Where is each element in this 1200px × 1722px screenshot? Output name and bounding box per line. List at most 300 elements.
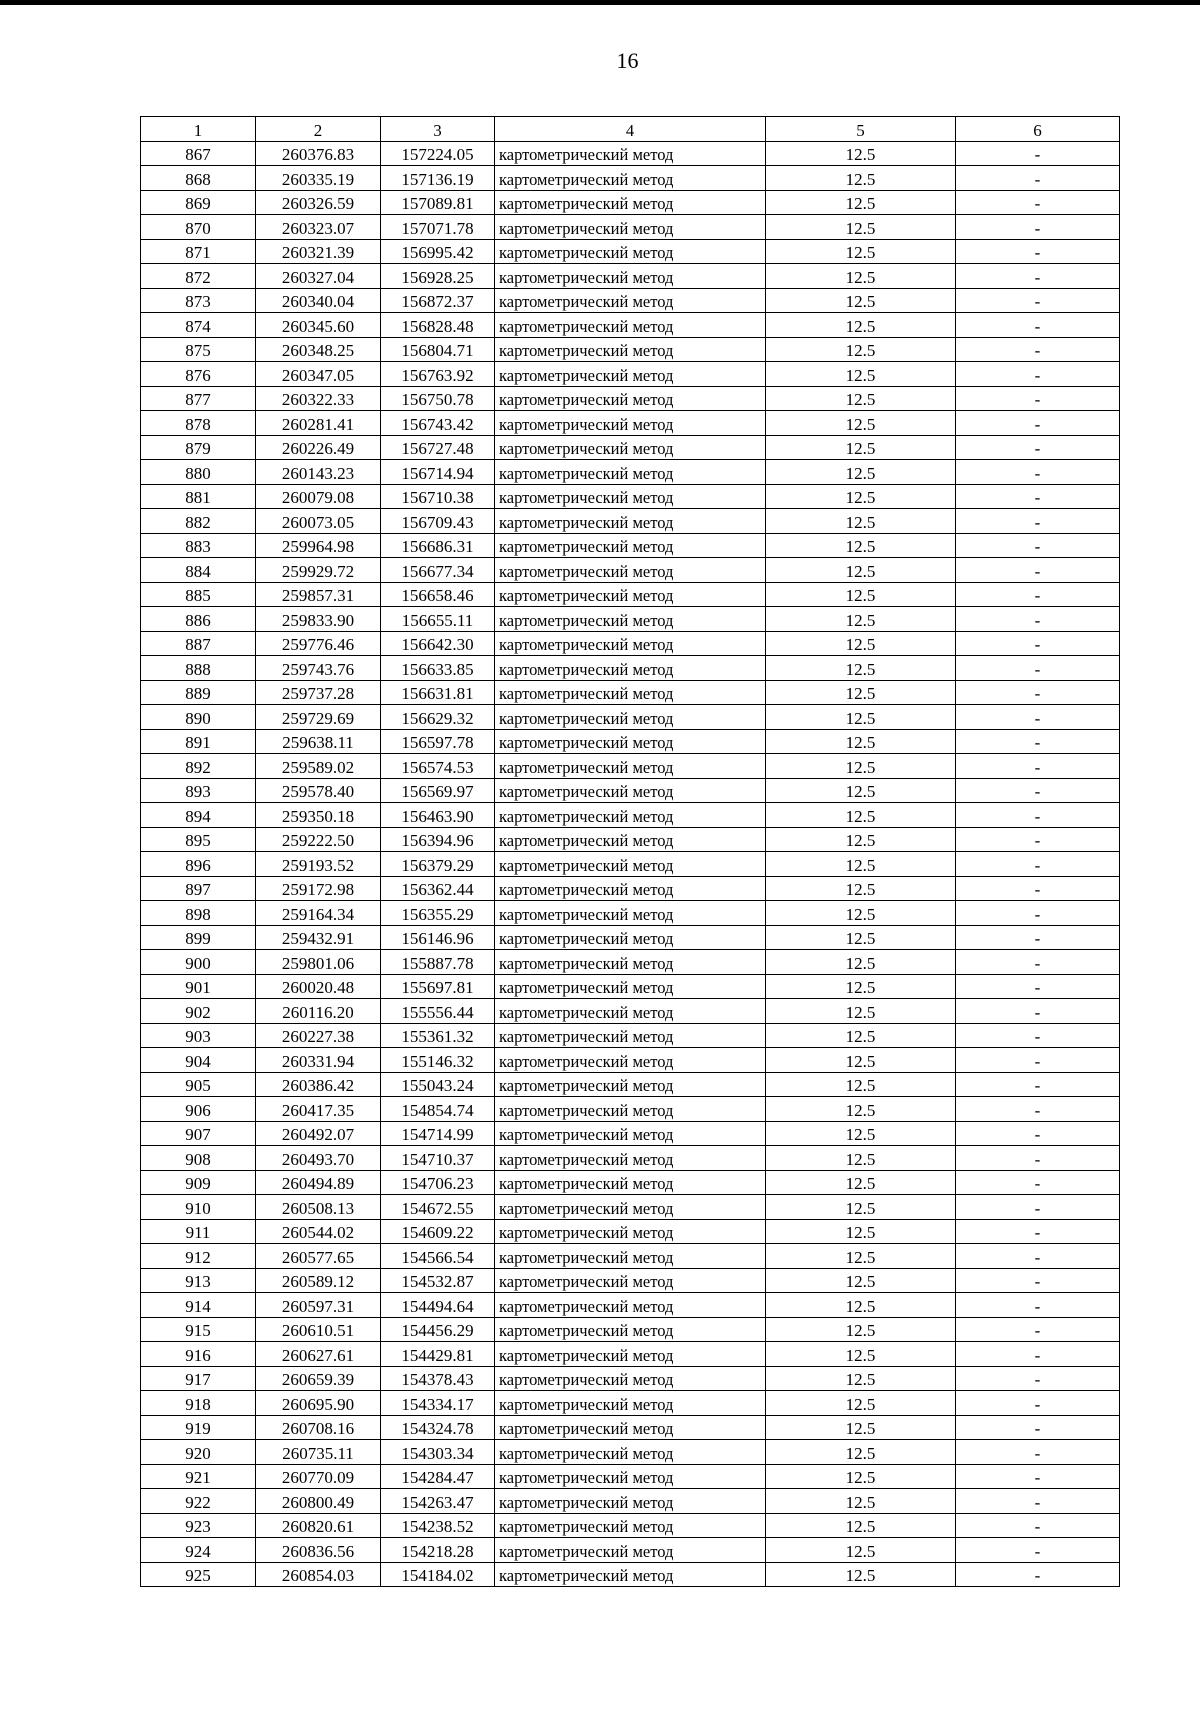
y-coordinate-cell: 156714.94 <box>381 460 495 485</box>
point-number-cell: 922 <box>141 1489 256 1514</box>
table-row <box>141 386 1120 411</box>
y-coordinate-cell: 154494.64 <box>381 1293 495 1318</box>
y-coordinate-cell: 156928.25 <box>381 264 495 289</box>
accuracy-cell: 12.5 <box>766 239 956 264</box>
note-cell: - <box>956 582 1120 607</box>
y-coordinate-cell: 156995.42 <box>381 239 495 264</box>
method-cell: картометрический метод <box>495 460 766 485</box>
point-number-cell: 911 <box>141 1219 256 1244</box>
y-coordinate-cell: 154532.87 <box>381 1268 495 1293</box>
method-cell: картометрический метод <box>495 558 766 583</box>
method-cell: картометрический метод <box>495 166 766 191</box>
table-row <box>141 1415 1120 1440</box>
note-cell: - <box>956 1097 1120 1122</box>
x-coordinate-cell: 259638.11 <box>256 729 381 754</box>
method-cell: картометрический метод <box>495 1538 766 1563</box>
y-coordinate-cell: 154184.02 <box>381 1562 495 1587</box>
method-cell: картометрический метод <box>495 386 766 411</box>
x-coordinate-cell: 259164.34 <box>256 901 381 926</box>
y-coordinate-cell: 156463.90 <box>381 803 495 828</box>
method-cell: картометрический метод <box>495 852 766 877</box>
table-row <box>141 1195 1120 1220</box>
method-cell: картометрический метод <box>495 950 766 975</box>
y-coordinate-cell: 156743.42 <box>381 411 495 436</box>
note-cell: - <box>956 1513 1120 1538</box>
accuracy-cell: 12.5 <box>766 1366 956 1391</box>
y-coordinate-cell: 155887.78 <box>381 950 495 975</box>
method-cell: картометрический метод <box>495 1293 766 1318</box>
table-row <box>141 1293 1120 1318</box>
y-coordinate-cell: 154238.52 <box>381 1513 495 1538</box>
x-coordinate-cell: 259857.31 <box>256 582 381 607</box>
accuracy-cell: 12.5 <box>766 411 956 436</box>
method-cell: картометрический метод <box>495 1366 766 1391</box>
method-cell: картометрический метод <box>495 313 766 338</box>
method-cell: картометрический метод <box>495 1489 766 1514</box>
method-cell: картометрический метод <box>495 901 766 926</box>
accuracy-cell: 12.5 <box>766 1097 956 1122</box>
accuracy-cell: 12.5 <box>766 607 956 632</box>
point-number-cell: 886 <box>141 607 256 632</box>
x-coordinate-cell: 260073.05 <box>256 509 381 534</box>
note-cell: - <box>956 558 1120 583</box>
table-row <box>141 166 1120 191</box>
accuracy-cell: 12.5 <box>766 582 956 607</box>
x-coordinate-cell: 260331.94 <box>256 1048 381 1073</box>
x-coordinate-cell: 260492.07 <box>256 1121 381 1146</box>
note-cell: - <box>956 484 1120 509</box>
y-coordinate-cell: 156804.71 <box>381 337 495 362</box>
accuracy-cell: 12.5 <box>766 215 956 240</box>
table-row <box>141 1342 1120 1367</box>
y-coordinate-cell: 157224.05 <box>381 141 495 166</box>
x-coordinate-cell: 260327.04 <box>256 264 381 289</box>
method-cell: картометрический метод <box>495 631 766 656</box>
point-number-cell: 923 <box>141 1513 256 1538</box>
header-col-4: 4 <box>495 117 766 142</box>
header-row <box>141 117 1120 142</box>
y-coordinate-cell: 156872.37 <box>381 288 495 313</box>
coordinates-table <box>140 116 1120 1587</box>
y-coordinate-cell: 154456.29 <box>381 1317 495 1342</box>
accuracy-cell: 12.5 <box>766 1538 956 1563</box>
method-cell: картометрический метод <box>495 1317 766 1342</box>
accuracy-cell: 12.5 <box>766 1513 956 1538</box>
y-coordinate-cell: 156631.81 <box>381 680 495 705</box>
method-cell: картометрический метод <box>495 1121 766 1146</box>
point-number-cell: 908 <box>141 1146 256 1171</box>
table-row <box>141 1146 1120 1171</box>
point-number-cell: 902 <box>141 999 256 1024</box>
method-cell: картометрический метод <box>495 999 766 1024</box>
accuracy-cell: 12.5 <box>766 1121 956 1146</box>
y-coordinate-cell: 154710.37 <box>381 1146 495 1171</box>
note-cell: - <box>956 1538 1120 1563</box>
y-coordinate-cell: 156828.48 <box>381 313 495 338</box>
accuracy-cell: 12.5 <box>766 435 956 460</box>
accuracy-cell: 12.5 <box>766 925 956 950</box>
method-cell: картометрический метод <box>495 1219 766 1244</box>
note-cell: - <box>956 631 1120 656</box>
x-coordinate-cell: 260800.49 <box>256 1489 381 1514</box>
table-row <box>141 1538 1120 1563</box>
point-number-cell: 899 <box>141 925 256 950</box>
note-cell: - <box>956 1121 1120 1146</box>
accuracy-cell: 12.5 <box>766 1268 956 1293</box>
point-number-cell: 917 <box>141 1366 256 1391</box>
accuracy-cell: 12.5 <box>766 876 956 901</box>
method-cell: картометрический метод <box>495 1513 766 1538</box>
y-coordinate-cell: 156709.43 <box>381 509 495 534</box>
method-cell: картометрический метод <box>495 1440 766 1465</box>
point-number-cell: 914 <box>141 1293 256 1318</box>
note-cell: - <box>956 1342 1120 1367</box>
x-coordinate-cell: 260386.42 <box>256 1072 381 1097</box>
table-row <box>141 1268 1120 1293</box>
x-coordinate-cell: 259801.06 <box>256 950 381 975</box>
table-row <box>141 239 1120 264</box>
table-row <box>141 215 1120 240</box>
y-coordinate-cell: 154324.78 <box>381 1415 495 1440</box>
method-cell: картометрический метод <box>495 607 766 632</box>
note-cell: - <box>956 656 1120 681</box>
x-coordinate-cell: 259776.46 <box>256 631 381 656</box>
y-coordinate-cell: 156569.97 <box>381 778 495 803</box>
point-number-cell: 901 <box>141 974 256 999</box>
method-cell: картометрический метод <box>495 925 766 950</box>
method-cell: картометрический метод <box>495 803 766 828</box>
x-coordinate-cell: 259743.76 <box>256 656 381 681</box>
accuracy-cell: 12.5 <box>766 656 956 681</box>
note-cell: - <box>956 239 1120 264</box>
table-row <box>141 484 1120 509</box>
x-coordinate-cell: 259350.18 <box>256 803 381 828</box>
point-number-cell: 868 <box>141 166 256 191</box>
method-cell: картометрический метод <box>495 1415 766 1440</box>
table-row <box>141 705 1120 730</box>
y-coordinate-cell: 154334.17 <box>381 1391 495 1416</box>
table-row <box>141 582 1120 607</box>
note-cell: - <box>956 1415 1120 1440</box>
x-coordinate-cell: 260143.23 <box>256 460 381 485</box>
table-row <box>141 337 1120 362</box>
table-row <box>141 1464 1120 1489</box>
x-coordinate-cell: 260493.70 <box>256 1146 381 1171</box>
method-cell: картометрический метод <box>495 141 766 166</box>
point-number-cell: 880 <box>141 460 256 485</box>
point-number-cell: 910 <box>141 1195 256 1220</box>
note-cell: - <box>956 1195 1120 1220</box>
note-cell: - <box>956 974 1120 999</box>
note-cell: - <box>956 1072 1120 1097</box>
table-row <box>141 1170 1120 1195</box>
point-number-cell: 871 <box>141 239 256 264</box>
accuracy-cell: 12.5 <box>766 1317 956 1342</box>
point-number-cell: 890 <box>141 705 256 730</box>
method-cell: картометрический метод <box>495 411 766 436</box>
accuracy-cell: 12.5 <box>766 1023 956 1048</box>
scan-top-border <box>0 0 1200 5</box>
table-row <box>141 533 1120 558</box>
y-coordinate-cell: 157089.81 <box>381 190 495 215</box>
note-cell: - <box>956 337 1120 362</box>
note-cell: - <box>956 925 1120 950</box>
accuracy-cell: 12.5 <box>766 337 956 362</box>
point-number-cell: 921 <box>141 1464 256 1489</box>
note-cell: - <box>956 729 1120 754</box>
y-coordinate-cell: 156763.92 <box>381 362 495 387</box>
note-cell: - <box>956 1048 1120 1073</box>
table-row <box>141 362 1120 387</box>
y-coordinate-cell: 154609.22 <box>381 1219 495 1244</box>
accuracy-cell: 12.5 <box>766 901 956 926</box>
table-row <box>141 1023 1120 1048</box>
table-row <box>141 313 1120 338</box>
x-coordinate-cell: 260347.05 <box>256 362 381 387</box>
table-row <box>141 1072 1120 1097</box>
y-coordinate-cell: 155361.32 <box>381 1023 495 1048</box>
table-row <box>141 656 1120 681</box>
table-body <box>141 141 1120 1587</box>
note-cell: - <box>956 1440 1120 1465</box>
x-coordinate-cell: 259737.28 <box>256 680 381 705</box>
method-cell: картометрический метод <box>495 1391 766 1416</box>
note-cell: - <box>956 1489 1120 1514</box>
y-coordinate-cell: 156686.31 <box>381 533 495 558</box>
accuracy-cell: 12.5 <box>766 974 956 999</box>
page-number: 16 <box>616 48 639 73</box>
method-cell: картометрический метод <box>495 1244 766 1269</box>
note-cell: - <box>956 386 1120 411</box>
y-coordinate-cell: 156710.38 <box>381 484 495 509</box>
note-cell: - <box>956 827 1120 852</box>
note-cell: - <box>956 1244 1120 1269</box>
y-coordinate-cell: 154429.81 <box>381 1342 495 1367</box>
accuracy-cell: 12.5 <box>766 729 956 754</box>
method-cell: картометрический метод <box>495 1268 766 1293</box>
table-row <box>141 141 1120 166</box>
method-cell: картометрический метод <box>495 656 766 681</box>
x-coordinate-cell: 260335.19 <box>256 166 381 191</box>
method-cell: картометрический метод <box>495 1170 766 1195</box>
point-number-cell: 916 <box>141 1342 256 1367</box>
accuracy-cell: 12.5 <box>766 190 956 215</box>
accuracy-cell: 12.5 <box>766 680 956 705</box>
note-cell: - <box>956 460 1120 485</box>
note-cell: - <box>956 705 1120 730</box>
note-cell: - <box>956 533 1120 558</box>
x-coordinate-cell: 260226.49 <box>256 435 381 460</box>
header-col-6: 6 <box>956 117 1120 142</box>
accuracy-cell: 12.5 <box>766 852 956 877</box>
point-number-cell: 877 <box>141 386 256 411</box>
note-cell: - <box>956 901 1120 926</box>
y-coordinate-cell: 155043.24 <box>381 1072 495 1097</box>
y-coordinate-cell: 156355.29 <box>381 901 495 926</box>
point-number-cell: 884 <box>141 558 256 583</box>
y-coordinate-cell: 154263.47 <box>381 1489 495 1514</box>
point-number-cell: 869 <box>141 190 256 215</box>
table-header <box>141 117 1120 142</box>
table-row <box>141 974 1120 999</box>
x-coordinate-cell: 260836.56 <box>256 1538 381 1563</box>
y-coordinate-cell: 154566.54 <box>381 1244 495 1269</box>
table-row <box>141 925 1120 950</box>
x-coordinate-cell: 260589.12 <box>256 1268 381 1293</box>
point-number-cell: 905 <box>141 1072 256 1097</box>
table-row <box>141 1219 1120 1244</box>
point-number-cell: 870 <box>141 215 256 240</box>
x-coordinate-cell: 260494.89 <box>256 1170 381 1195</box>
note-cell: - <box>956 876 1120 901</box>
accuracy-cell: 12.5 <box>766 484 956 509</box>
method-cell: картометрический метод <box>495 337 766 362</box>
x-coordinate-cell: 260597.31 <box>256 1293 381 1318</box>
x-coordinate-cell: 259193.52 <box>256 852 381 877</box>
table-row <box>141 852 1120 877</box>
note-cell: - <box>956 264 1120 289</box>
accuracy-cell: 12.5 <box>766 1219 956 1244</box>
x-coordinate-cell: 260695.90 <box>256 1391 381 1416</box>
accuracy-cell: 12.5 <box>766 803 956 828</box>
method-cell: картометрический метод <box>495 362 766 387</box>
accuracy-cell: 12.5 <box>766 999 956 1024</box>
method-cell: картометрический метод <box>495 288 766 313</box>
table-row <box>141 631 1120 656</box>
accuracy-cell: 12.5 <box>766 1562 956 1587</box>
accuracy-cell: 12.5 <box>766 1464 956 1489</box>
accuracy-cell: 12.5 <box>766 288 956 313</box>
point-number-cell: 906 <box>141 1097 256 1122</box>
table-row <box>141 607 1120 632</box>
note-cell: - <box>956 1023 1120 1048</box>
table-row <box>141 1097 1120 1122</box>
y-coordinate-cell: 154714.99 <box>381 1121 495 1146</box>
table-row <box>141 901 1120 926</box>
x-coordinate-cell: 259172.98 <box>256 876 381 901</box>
accuracy-cell: 12.5 <box>766 950 956 975</box>
point-number-cell: 885 <box>141 582 256 607</box>
method-cell: картометрический метод <box>495 190 766 215</box>
note-cell: - <box>956 852 1120 877</box>
table-row <box>141 950 1120 975</box>
note-cell: - <box>956 166 1120 191</box>
x-coordinate-cell: 260348.25 <box>256 337 381 362</box>
method-cell: картометрический метод <box>495 1146 766 1171</box>
accuracy-cell: 12.5 <box>766 1170 956 1195</box>
accuracy-cell: 12.5 <box>766 460 956 485</box>
point-number-cell: 898 <box>141 901 256 926</box>
accuracy-cell: 12.5 <box>766 1391 956 1416</box>
note-cell: - <box>956 1146 1120 1171</box>
x-coordinate-cell: 259929.72 <box>256 558 381 583</box>
accuracy-cell: 12.5 <box>766 166 956 191</box>
point-number-cell: 882 <box>141 509 256 534</box>
x-coordinate-cell: 259432.91 <box>256 925 381 950</box>
note-cell: - <box>956 313 1120 338</box>
accuracy-cell: 12.5 <box>766 1293 956 1318</box>
point-number-cell: 913 <box>141 1268 256 1293</box>
note-cell: - <box>956 1562 1120 1587</box>
method-cell: картометрический метод <box>495 239 766 264</box>
x-coordinate-cell: 260326.59 <box>256 190 381 215</box>
method-cell: картометрический метод <box>495 435 766 460</box>
x-coordinate-cell: 260577.65 <box>256 1244 381 1269</box>
method-cell: картометрический метод <box>495 1048 766 1073</box>
x-coordinate-cell: 260544.02 <box>256 1219 381 1244</box>
method-cell: картометрический метод <box>495 1464 766 1489</box>
accuracy-cell: 12.5 <box>766 509 956 534</box>
method-cell: картометрический метод <box>495 1097 766 1122</box>
method-cell: картометрический метод <box>495 1072 766 1097</box>
note-cell: - <box>956 1219 1120 1244</box>
note-cell: - <box>956 1464 1120 1489</box>
y-coordinate-cell: 156727.48 <box>381 435 495 460</box>
note-cell: - <box>956 509 1120 534</box>
table-row <box>141 803 1120 828</box>
note-cell: - <box>956 362 1120 387</box>
table-row <box>141 876 1120 901</box>
accuracy-cell: 12.5 <box>766 1342 956 1367</box>
method-cell: картометрический метод <box>495 680 766 705</box>
note-cell: - <box>956 1170 1120 1195</box>
point-number-cell: 912 <box>141 1244 256 1269</box>
x-coordinate-cell: 260116.20 <box>256 999 381 1024</box>
point-number-cell: 891 <box>141 729 256 754</box>
note-cell: - <box>956 190 1120 215</box>
accuracy-cell: 12.5 <box>766 1415 956 1440</box>
method-cell: картометрический метод <box>495 264 766 289</box>
point-number-cell: 900 <box>141 950 256 975</box>
x-coordinate-cell: 260321.39 <box>256 239 381 264</box>
point-number-cell: 918 <box>141 1391 256 1416</box>
y-coordinate-cell: 156394.96 <box>381 827 495 852</box>
x-coordinate-cell: 260323.07 <box>256 215 381 240</box>
x-coordinate-cell: 260708.16 <box>256 1415 381 1440</box>
note-cell: - <box>956 141 1120 166</box>
x-coordinate-cell: 260340.04 <box>256 288 381 313</box>
x-coordinate-cell: 260820.61 <box>256 1513 381 1538</box>
point-number-cell: 892 <box>141 754 256 779</box>
point-number-cell: 897 <box>141 876 256 901</box>
accuracy-cell: 12.5 <box>766 705 956 730</box>
table-row <box>141 1244 1120 1269</box>
x-coordinate-cell: 260020.48 <box>256 974 381 999</box>
note-cell: - <box>956 754 1120 779</box>
accuracy-cell: 12.5 <box>766 1244 956 1269</box>
y-coordinate-cell: 156633.85 <box>381 656 495 681</box>
note-cell: - <box>956 680 1120 705</box>
method-cell: картометрический метод <box>495 1195 766 1220</box>
y-coordinate-cell: 154218.28 <box>381 1538 495 1563</box>
point-number-cell: 893 <box>141 778 256 803</box>
y-coordinate-cell: 156642.30 <box>381 631 495 656</box>
point-number-cell: 915 <box>141 1317 256 1342</box>
y-coordinate-cell: 157071.78 <box>381 215 495 240</box>
point-number-cell: 867 <box>141 141 256 166</box>
note-cell: - <box>956 607 1120 632</box>
y-coordinate-cell: 156574.53 <box>381 754 495 779</box>
x-coordinate-cell: 260508.13 <box>256 1195 381 1220</box>
y-coordinate-cell: 156146.96 <box>381 925 495 950</box>
point-number-cell: 894 <box>141 803 256 828</box>
accuracy-cell: 12.5 <box>766 754 956 779</box>
y-coordinate-cell: 154378.43 <box>381 1366 495 1391</box>
y-coordinate-cell: 154303.34 <box>381 1440 495 1465</box>
table-row <box>141 999 1120 1024</box>
method-cell: картометрический метод <box>495 1342 766 1367</box>
point-number-cell: 879 <box>141 435 256 460</box>
